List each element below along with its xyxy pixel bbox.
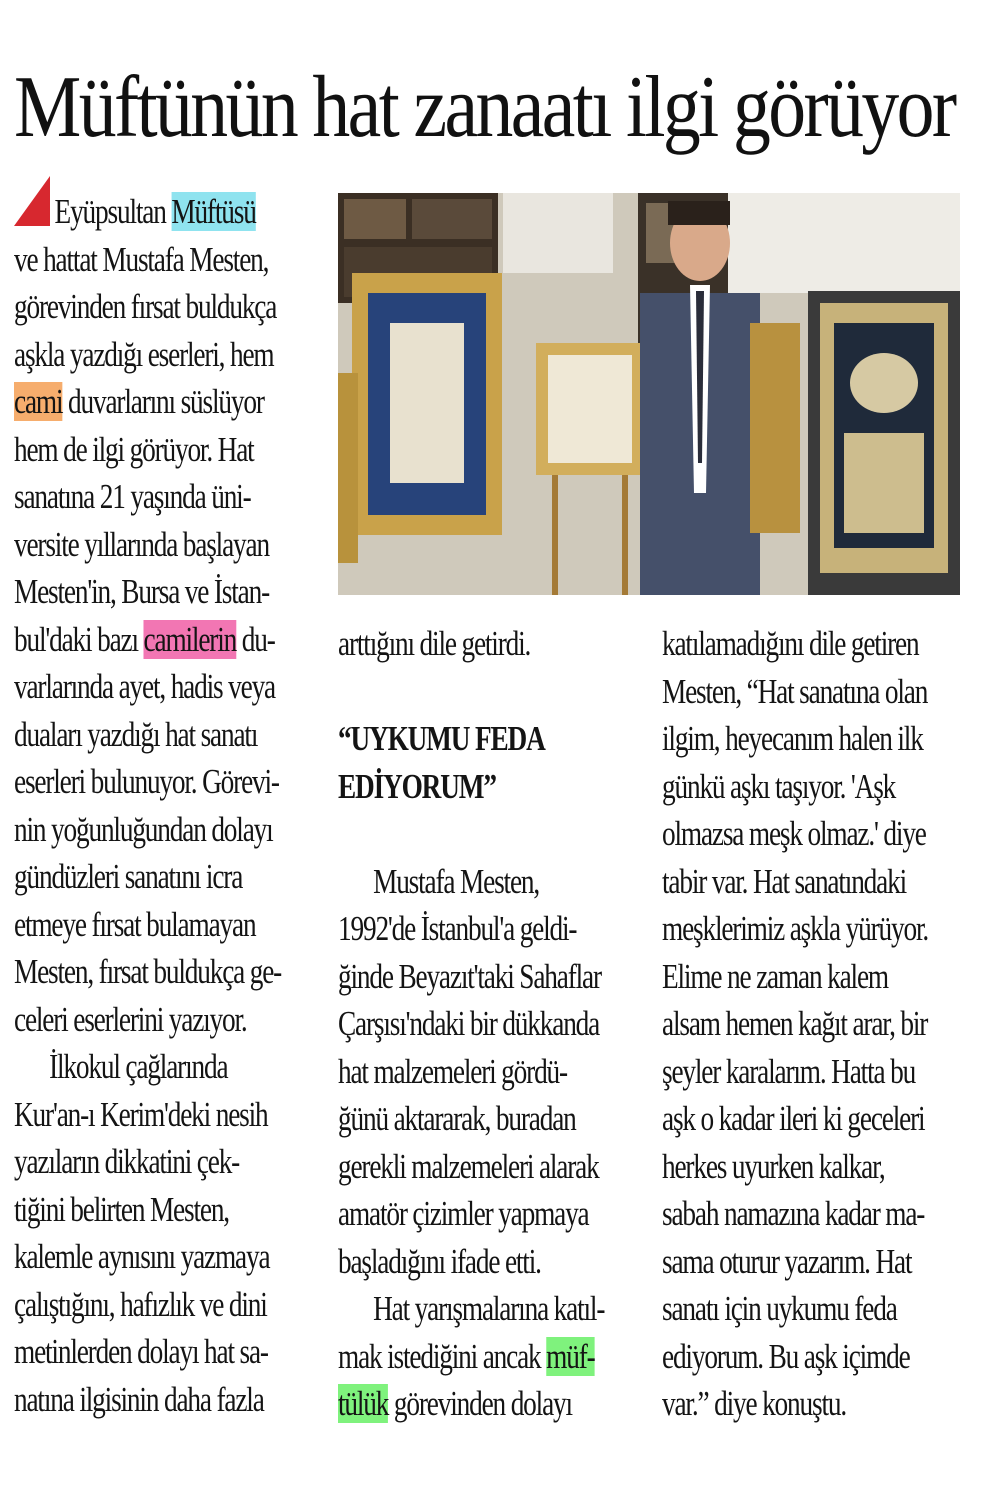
text-line — [14, 1233, 270, 1281]
text-run: görevinden dolayı — [388, 1384, 572, 1423]
text-run: ğünü aktararak, buradan — [338, 1099, 576, 1138]
text-run: Eyüpsultan — [54, 192, 172, 231]
text-run: “UYKUMU FEDA — [338, 719, 545, 758]
text-line — [14, 806, 273, 854]
text-run: sama oturur yazarım. Hat — [662, 1241, 912, 1281]
text-run: etmeye fırsat bulamayan — [14, 904, 256, 944]
text-run: versite yıllarında başlayan — [14, 524, 269, 564]
text-run: meşklerimiz aşkla yürüyor. — [662, 909, 929, 948]
text-run: celeri eserlerini yazıyor. — [14, 999, 247, 1039]
text-run: şeyler karalarım. Hatta bu — [662, 1051, 916, 1091]
text-run: bul'daki bazı — [14, 619, 144, 659]
text-line — [662, 763, 896, 811]
text-run: du- — [236, 619, 275, 659]
text-run: başladığını ifade etti. — [338, 1241, 541, 1281]
highlighted-keyword: tülük — [338, 1384, 389, 1423]
article-column-3 — [662, 620, 962, 1428]
article-column-1 — [14, 188, 314, 1423]
text-run: Hat yarışmalarına katıl- — [373, 1289, 605, 1328]
text-line — [14, 1186, 248, 1234]
text-run: hat malzemeleri gördü- — [338, 1051, 567, 1091]
text-run: İlkokul çağlarında — [49, 1047, 228, 1086]
text-run: var.” diye konuştu. — [662, 1384, 847, 1423]
text-line — [14, 1138, 248, 1186]
highlighted-keyword: cami — [14, 382, 63, 421]
text-line — [338, 1190, 589, 1238]
highlighted-keyword: camilerin — [143, 619, 237, 659]
text-line — [338, 1000, 600, 1048]
text-run: ediyorum. Bu aşk içimde — [662, 1336, 910, 1376]
text-line — [662, 1048, 916, 1096]
photo-illustration — [338, 193, 960, 595]
text-run: alsam hemen kağıt arar, bir — [662, 1004, 928, 1043]
text-line — [338, 858, 572, 906]
text-line — [338, 763, 572, 811]
text-run: Mesten, fırsat buldukça ge- — [14, 952, 282, 991]
text-line — [662, 858, 907, 906]
text-line — [338, 1380, 572, 1428]
text-line — [14, 283, 277, 331]
text-run: sabah namazına kadar ma- — [662, 1194, 925, 1233]
text-run: Mesten, “Hat sanatına olan — [662, 671, 928, 711]
text-line — [662, 953, 896, 1001]
text-line — [14, 331, 274, 379]
text-line — [662, 620, 919, 668]
highlighted-keyword: Müftüsü — [171, 192, 256, 231]
text-line — [14, 758, 279, 806]
text-line — [662, 1380, 896, 1428]
text-line — [14, 236, 269, 284]
text-run: Çarşısı'ndaki bir dükkanda — [338, 1004, 600, 1043]
text-line — [14, 996, 248, 1044]
text-run: duvarlarını süslüyor — [62, 382, 264, 421]
text-line — [338, 668, 572, 716]
text-run: sanatı için uykumu feda — [662, 1289, 897, 1328]
text-line — [338, 810, 572, 858]
text-line — [662, 1000, 928, 1048]
text-run: ğinde Beyazıt'taki Sahaflar — [338, 956, 601, 996]
text-line — [338, 1095, 576, 1143]
text-line — [14, 1376, 264, 1424]
text-line — [662, 1285, 896, 1333]
text-line — [14, 473, 251, 521]
text-line — [14, 948, 282, 996]
text-line — [662, 1238, 912, 1286]
text-run: Mesten'in, Bursa ve İstan- — [14, 572, 270, 611]
text-run: olmazsa meşk olmaz.' diye — [662, 814, 926, 853]
text-line — [662, 1190, 925, 1238]
text-run: Mustafa Mesten, — [373, 861, 540, 901]
text-line — [14, 711, 258, 759]
text-run: yazıların dikkatini çek- — [14, 1142, 240, 1181]
text-line — [338, 953, 601, 1001]
text-run: katılamadığını dile getiren — [662, 624, 919, 663]
text-run: nin yoğunluğundan dolayı — [14, 809, 273, 849]
text-run: varlarında ayet, hadis veya — [14, 667, 275, 706]
article-column-2 — [338, 620, 638, 1428]
text-run: görevinden fırsat buldukça — [14, 287, 277, 326]
text-run: ilgim, heyecanım halen ilk — [662, 719, 923, 758]
text-run: gerekli malzemeleri alarak — [338, 1146, 599, 1186]
text-run: tiğini belirten Mesten, — [14, 1189, 229, 1229]
text-line — [14, 1328, 268, 1376]
text-line — [14, 568, 270, 616]
text-run: natına ilgisinin daha fazla — [14, 1379, 264, 1419]
text-line — [338, 1143, 599, 1191]
text-line — [14, 853, 248, 901]
text-line — [338, 1333, 595, 1381]
text-run: arttığını dile getirdi. — [338, 624, 531, 663]
text-run: sanatına 21 yaşında üni- — [14, 477, 251, 516]
text-run: ve hattat Mustafa Mesten, — [14, 239, 269, 279]
text-run: aşk o kadar ileri ki geceleri — [662, 1099, 925, 1138]
text-line — [662, 810, 926, 858]
text-line — [662, 1095, 925, 1143]
text-run: Kur'an-ı Kerim'deki nesih — [14, 1094, 268, 1134]
text-line — [338, 620, 572, 668]
article-photo — [338, 193, 960, 595]
text-run: aşkla yazdığı eserleri, hem — [14, 334, 274, 374]
text-run: 1992'de İstanbul'a geldi- — [338, 909, 577, 948]
text-run: amatör çizimler yapmaya — [338, 1194, 589, 1233]
text-run: herkes uyurken kalkar, — [662, 1146, 885, 1186]
text-line — [14, 616, 275, 664]
text-run: hem de ilgi görüyor. Hat — [14, 429, 254, 469]
text-run: EDİYORUM” — [338, 766, 496, 806]
text-line — [662, 1143, 896, 1191]
text-run: günkü aşkı taşıyor. 'Aşk — [662, 766, 896, 806]
highlighted-keyword: müf- — [546, 1336, 595, 1376]
text-line — [662, 1333, 910, 1381]
text-line — [14, 901, 256, 949]
text-line — [338, 905, 577, 953]
text-run: duaları yazdığı hat sanatı — [14, 714, 258, 754]
text-line — [338, 1285, 605, 1333]
text-line — [338, 1238, 572, 1286]
text-line — [662, 905, 929, 953]
text-line — [14, 663, 275, 711]
text-line — [14, 188, 256, 236]
text-line — [14, 1091, 268, 1139]
text-run: Elime ne zaman kalem — [662, 956, 888, 996]
text-run: mak istediğini ancak — [338, 1336, 547, 1376]
text-run: eserleri bulunuyor. Görevi- — [14, 762, 279, 801]
text-line — [14, 378, 264, 426]
text-line — [14, 426, 254, 474]
headline: Müftünün hat zanaatı ilgi görüyor — [14, 59, 955, 156]
text-run: gündüzleri sanatını icra — [14, 857, 243, 896]
text-run: kalemle aynısını yazmaya — [14, 1237, 270, 1276]
text-line — [662, 668, 928, 716]
text-line — [14, 1281, 267, 1329]
text-run: tabir var. Hat sanatındaki — [662, 861, 907, 901]
text-run: çalıştığını, hafızlık ve dini — [14, 1284, 267, 1324]
text-line — [662, 715, 923, 763]
text-run: metinlerden dolayı hat sa- — [14, 1332, 268, 1371]
text-line — [14, 1043, 248, 1091]
text-line — [14, 521, 269, 569]
text-line — [338, 1048, 572, 1096]
text-line — [338, 715, 572, 763]
